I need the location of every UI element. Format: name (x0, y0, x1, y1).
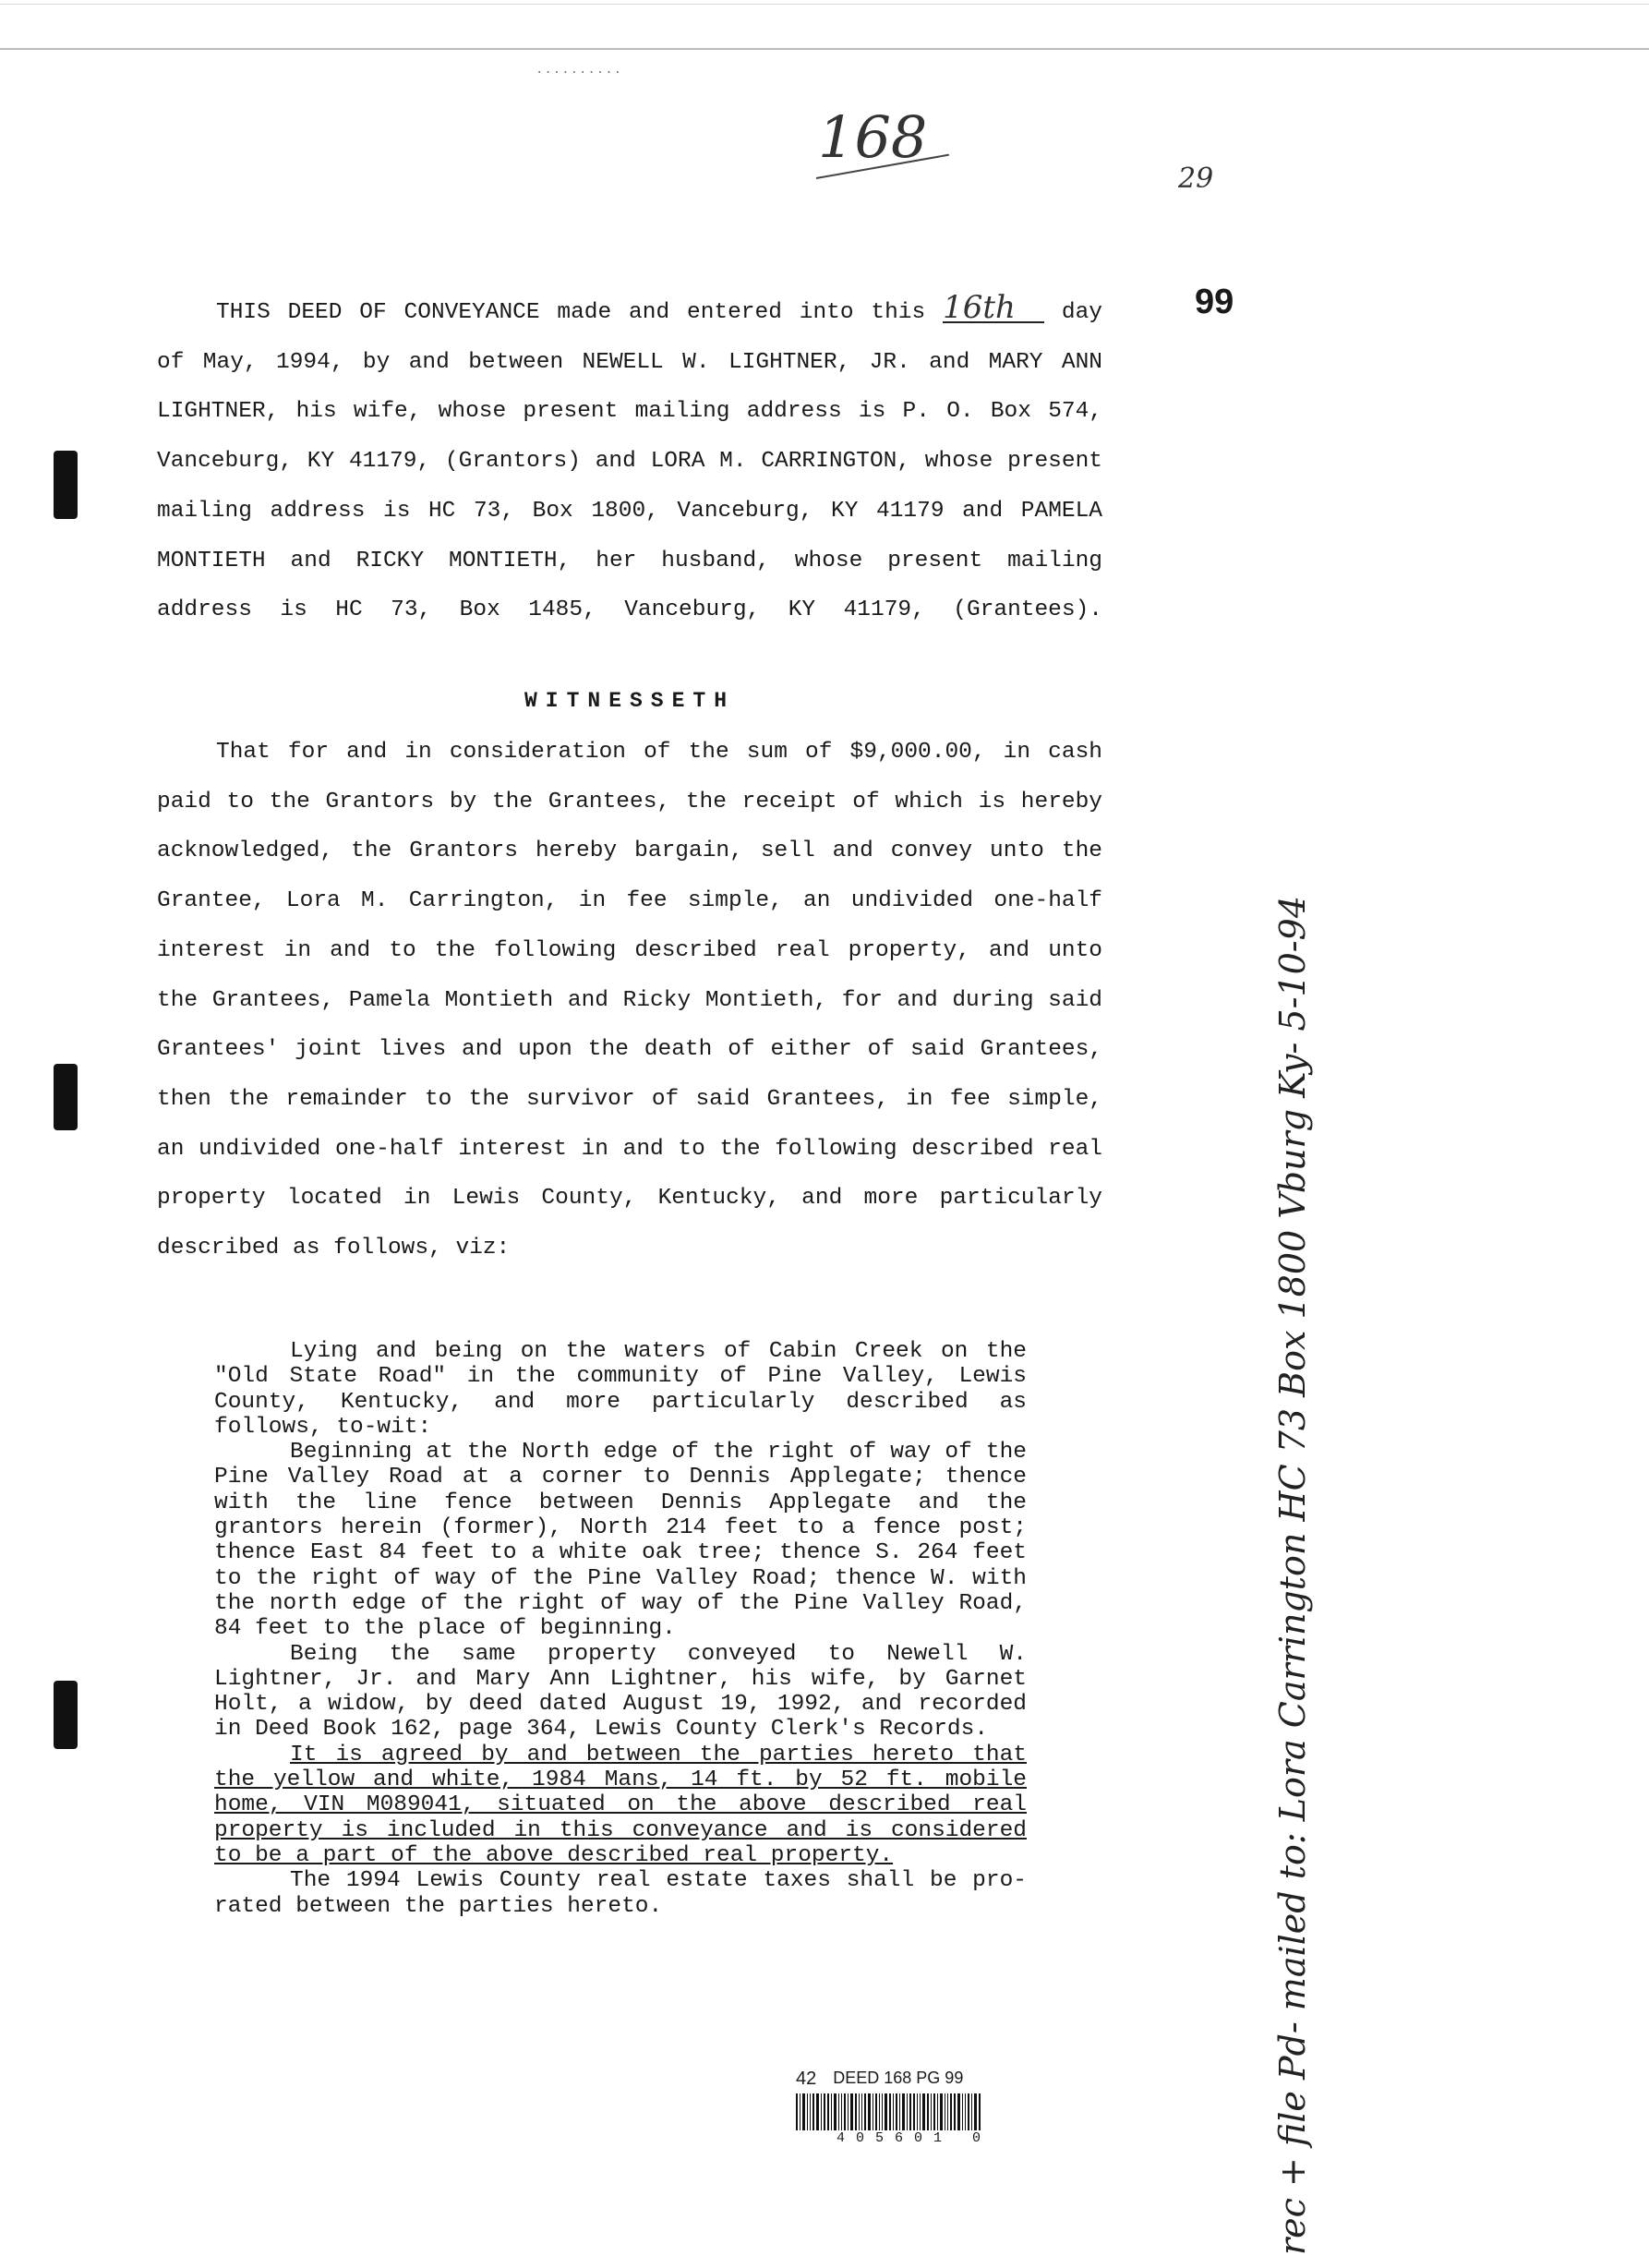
barcode-bar (834, 2093, 837, 2130)
barcode-label (796, 2069, 1040, 2090)
barcode-bar (920, 2093, 921, 2130)
barcode-bar (940, 2093, 943, 2130)
barcode-bar (841, 2093, 842, 2130)
barcode-bars (796, 2093, 1040, 2130)
barcode-bar (927, 2093, 929, 2130)
barcode-bar (899, 2093, 900, 2130)
barcode-count: 42 (796, 2069, 817, 2089)
barcode-bar (812, 2093, 814, 2130)
scan-top-border (0, 48, 1649, 50)
date-blank: 16th (943, 294, 1044, 323)
barcode-bar (968, 2093, 969, 2130)
barcode-bar (855, 2093, 857, 2130)
handwritten-book-number: 168 (818, 103, 928, 171)
scan-edge-line (0, 4, 1649, 5)
barcode-bar (879, 2093, 880, 2130)
barcode-bar (821, 2093, 822, 2130)
barcode-bar (954, 2093, 956, 2130)
barcode-bar (933, 2093, 935, 2130)
barcode-bar (979, 2093, 981, 2130)
handwritten-corner-number: 29 (1178, 163, 1214, 195)
barcode-bar (909, 2093, 911, 2130)
barcode-bar (902, 2093, 905, 2130)
header-smudge: .......... (536, 63, 623, 78)
barcode-bar (861, 2093, 862, 2130)
mobile-home-agreement (214, 1743, 1027, 1868)
barcode-bar (844, 2093, 846, 2130)
barcode-bar (850, 2093, 853, 2130)
consideration-paragraph: That for and in consideration of the sum of $9,000.00, in cash paid to the Grantors by the Grantees, the receipt of which is hereby acknowledged, the Grantors hereby bargain, sell and convey unto the Grantee, Lora M. Carrington, in fee simple, an undivided one-half interest in and to the following described real property, and unto the Grantees, Pamela Montieth and Ricky Montieth, for and during said Grantees' joint lives and upon the death of either of said Grantees, then the remainder to the survivor of said Grantees, in fee simple, an undivided one-half interest in and to the following described real property located in Lewis County, Kentucky, and more particularly described as follows, viz: (157, 740, 1102, 1261)
barcode-bar (937, 2093, 938, 2130)
opening-paragraph (157, 288, 1102, 635)
hole-punch-mark (54, 1681, 78, 1749)
barcode-bar (824, 2093, 825, 2130)
recording-barcode (796, 2069, 1040, 2146)
agreement-text: It is agreed by and between the parties hereto that the yellow and white, 1984 Mans, 14 ft. by 52 ft. mobile home, VIN M089041, situated on the above described real property is included in this conveyance and is considered to be a part of the above described real property. (214, 1742, 1027, 1868)
hole-punch-mark (54, 1064, 78, 1130)
barcode-bar (896, 2093, 897, 2130)
barcode-bar (796, 2093, 798, 2130)
opening-text-start: THIS DEED OF CONVEYANCE made and entered into this (216, 300, 926, 325)
barcode-bar (864, 2093, 866, 2130)
hole-punch-mark (54, 451, 78, 519)
barcode-bar (931, 2093, 932, 2130)
barcode-bar (974, 2093, 977, 2130)
description-source-deed: Being the same property conveyed to Newell W. Lightner, Jr. and Mary Ann Lightner, his wife, by Garnet Holt, a widow, by deed dated August 19, 1992, and recorded in Deed Book 162, page 364, Lewis County Clerk's Records. (214, 1641, 1027, 1743)
barcode-bar (810, 2093, 811, 2130)
page-number: 99 (1195, 283, 1234, 321)
barcode-bar (957, 2093, 960, 2130)
tax-proration: The 1994 Lewis County real estate taxes shall be pro-rated between the parties hereto. (214, 1868, 1027, 1919)
barcode-bar (922, 2093, 925, 2130)
barcode-bar (913, 2093, 915, 2130)
barcode-bar (868, 2093, 871, 2130)
barcode-bar (827, 2093, 829, 2130)
barcode-bar (831, 2093, 832, 2130)
barcode-bar (802, 2093, 805, 2130)
barcode-bar (807, 2093, 808, 2130)
barcode-bar (848, 2093, 849, 2130)
opening-text-rest: day of May, 1994, by and between NEWELL W. LIGHTNER, JR. and MARY ANN LIGHTNER, his wife, whose present mailing address is P. O. Box 574, Vanceburg, KY 41179, (Grantors) and LORA M. CARRINGTON, whose present mailing address is HC 73, Box 1800, Vanceburg, KY 41179 and PAMELA MONTIETH and RICKY MONTIETH, her husband, whose present mailing address is HC 73, Box 1485, Vanceburg, KY 41179, (Grantees). (157, 300, 1103, 623)
barcode-bar (885, 2093, 887, 2130)
handwritten-margin-note: rec + file Pd- mailed to: Lora Carrington HC 73 Box 1800 Vburg Ky- 5-10-94 (1272, 896, 1313, 2255)
property-description (214, 1339, 1027, 1919)
witnesseth-heading: WITNESSETH (524, 689, 736, 713)
barcode-bar (882, 2093, 883, 2130)
barcode-bar (889, 2093, 891, 2130)
barcode-bar (893, 2093, 894, 2130)
barcode-digits: 405601 0 (837, 2130, 993, 2146)
barcode-bar (947, 2093, 948, 2130)
barcode-bar (965, 2093, 966, 2130)
barcode-bar (962, 2093, 963, 2130)
barcode-bar (950, 2093, 952, 2130)
barcode-bar (816, 2093, 819, 2130)
description-location: Lying and being on the waters of Cabin Creek on the "Old State Road" in the community of Pine Valley, Lewis County, Kentucky, and more particularly described as follows, to-wit: (214, 1339, 1027, 1440)
barcode-bar (917, 2093, 918, 2130)
description-boundaries: Beginning at the North edge of the right of way of the Pine Valley Road at a corner to Dennis Applegate; thence with the line fence between Dennis Applegate and the grantors herein (former), North 214 feet to a fence post; thence East 84 feet to a white oak tree; thence S. 264 feet to the right of way of the Pine Valley Road; thence W. with the north edge of the right of way of the Pine Valley Road, 84 feet to the place of beginning. (214, 1440, 1027, 1642)
barcode-deed-ref: DEED 168 PG 99 (833, 2069, 964, 2087)
barcode-bar (875, 2093, 877, 2130)
barcode-bar (838, 2093, 839, 2130)
barcode-bar (859, 2093, 860, 2130)
barcode-bar (971, 2093, 972, 2130)
barcode-bar (907, 2093, 908, 2130)
